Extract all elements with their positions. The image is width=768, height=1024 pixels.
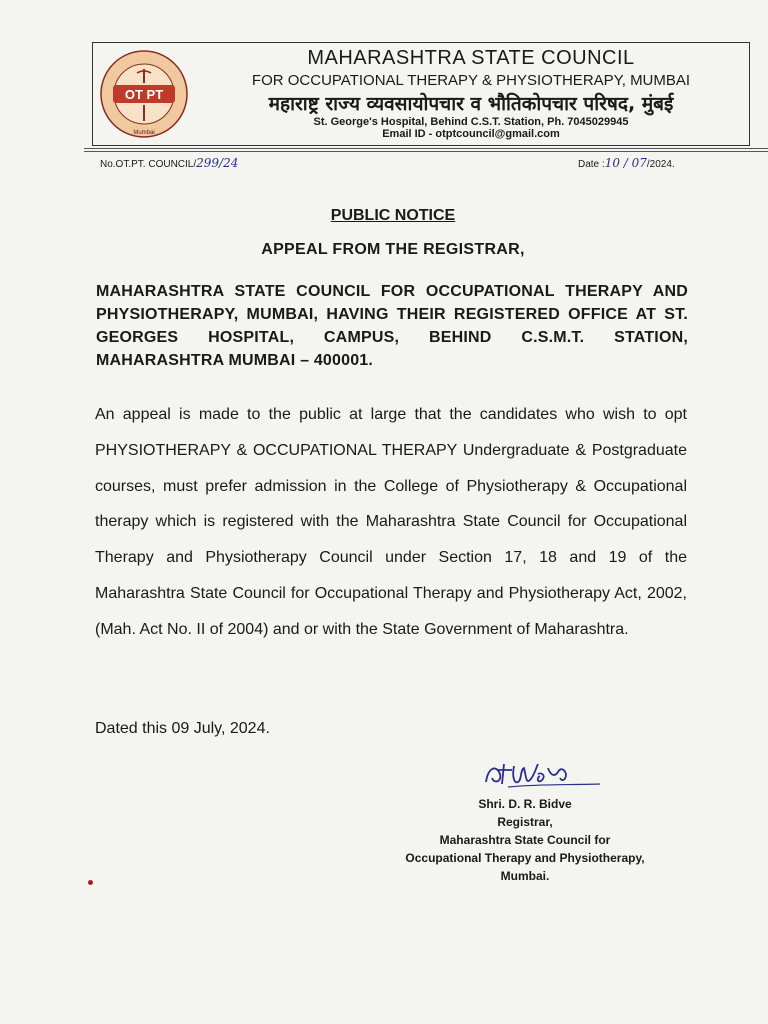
council-subtitle: FOR OCCUPATIONAL THERAPY & PHYSIOTHERAPY, MUMBAI — [251, 72, 691, 89]
council-title: MAHARASHTRA STATE COUNCIL — [307, 47, 635, 69]
signatory-designation: Registrar, — [497, 815, 553, 829]
council-address: St. George's Hospital, Behind C.S.T. Station, Ph. 7045029945 — [313, 116, 629, 128]
letterhead — [92, 42, 750, 146]
date-year: /2024. — [646, 159, 675, 170]
divider-bottom — [84, 151, 768, 152]
council-logo — [99, 49, 189, 139]
date-handwritten: 10 / 07 — [604, 156, 647, 170]
dated-line: Dated this 09 July, 2024. — [95, 720, 270, 737]
council-address-block: MAHARASHTRA STATE COUNCIL FOR OCCUPATIONAL THERAPY AND PHYSIOTHERAPY, MUMBAI, HAVING THEIR REGISTERED OFFICE AT ST. GEORGES HOSPITAL, CAMPUS, BEHIND C.S.M.T. STATION, MAHARASHTRA MUMBAI – 400001. — [96, 283, 688, 369]
letter-date — [578, 156, 675, 170]
signatory-block — [370, 795, 680, 885]
logo-bottom-text: Mumbai — [133, 130, 155, 136]
signatory-city: Mumbai. — [500, 869, 550, 883]
logo-text: OT PT — [124, 87, 164, 102]
registrar-signature — [478, 754, 608, 794]
notice-title: PUBLIC NOTICE — [330, 207, 456, 224]
signatory-org-line2: Occupational Therapy and Physiotherapy, — [405, 851, 645, 865]
appeal-heading: APPEAL FROM THE REGISTRAR, — [261, 241, 525, 258]
council-title-hindi: महाराष्ट्र राज्य व्यवसायोपचार व भौतिकोपचार परिषद, मुंबई — [268, 93, 674, 115]
divider-top — [84, 148, 768, 149]
ink-spot — [88, 880, 93, 885]
notice-body: An appeal is made to the public at large that the candidates who wish to opt PHYSIOTHERAPY & OCCUPATIONAL THERAPY Undergraduate & Postgraduate courses, must prefer admission in the College of Physiotherapy & Occupational therapy which is registered with the Maharashtra State Council for Occupational Therapy and Physiotherapy Council under Section 17, 18 and 19 of the Maharashtra State Council for Occupational Therapy and Physiotherapy Act, 2002, (Mah. Act No. II of 2004) and or with the State Government of Maharashtra. — [95, 406, 687, 638]
date-label: Date : — [578, 159, 605, 170]
reference-handwritten: 299/24 — [196, 156, 239, 170]
signatory-org-line1: Maharashtra State Council for — [439, 833, 611, 847]
reference-label: No.OT.PT. COUNCIL/ — [100, 159, 197, 170]
signatory-name: Shri. D. R. Bidve — [478, 797, 572, 811]
council-email: Email ID - otptcouncil@gmail.com — [382, 128, 560, 140]
reference-number — [100, 156, 238, 170]
